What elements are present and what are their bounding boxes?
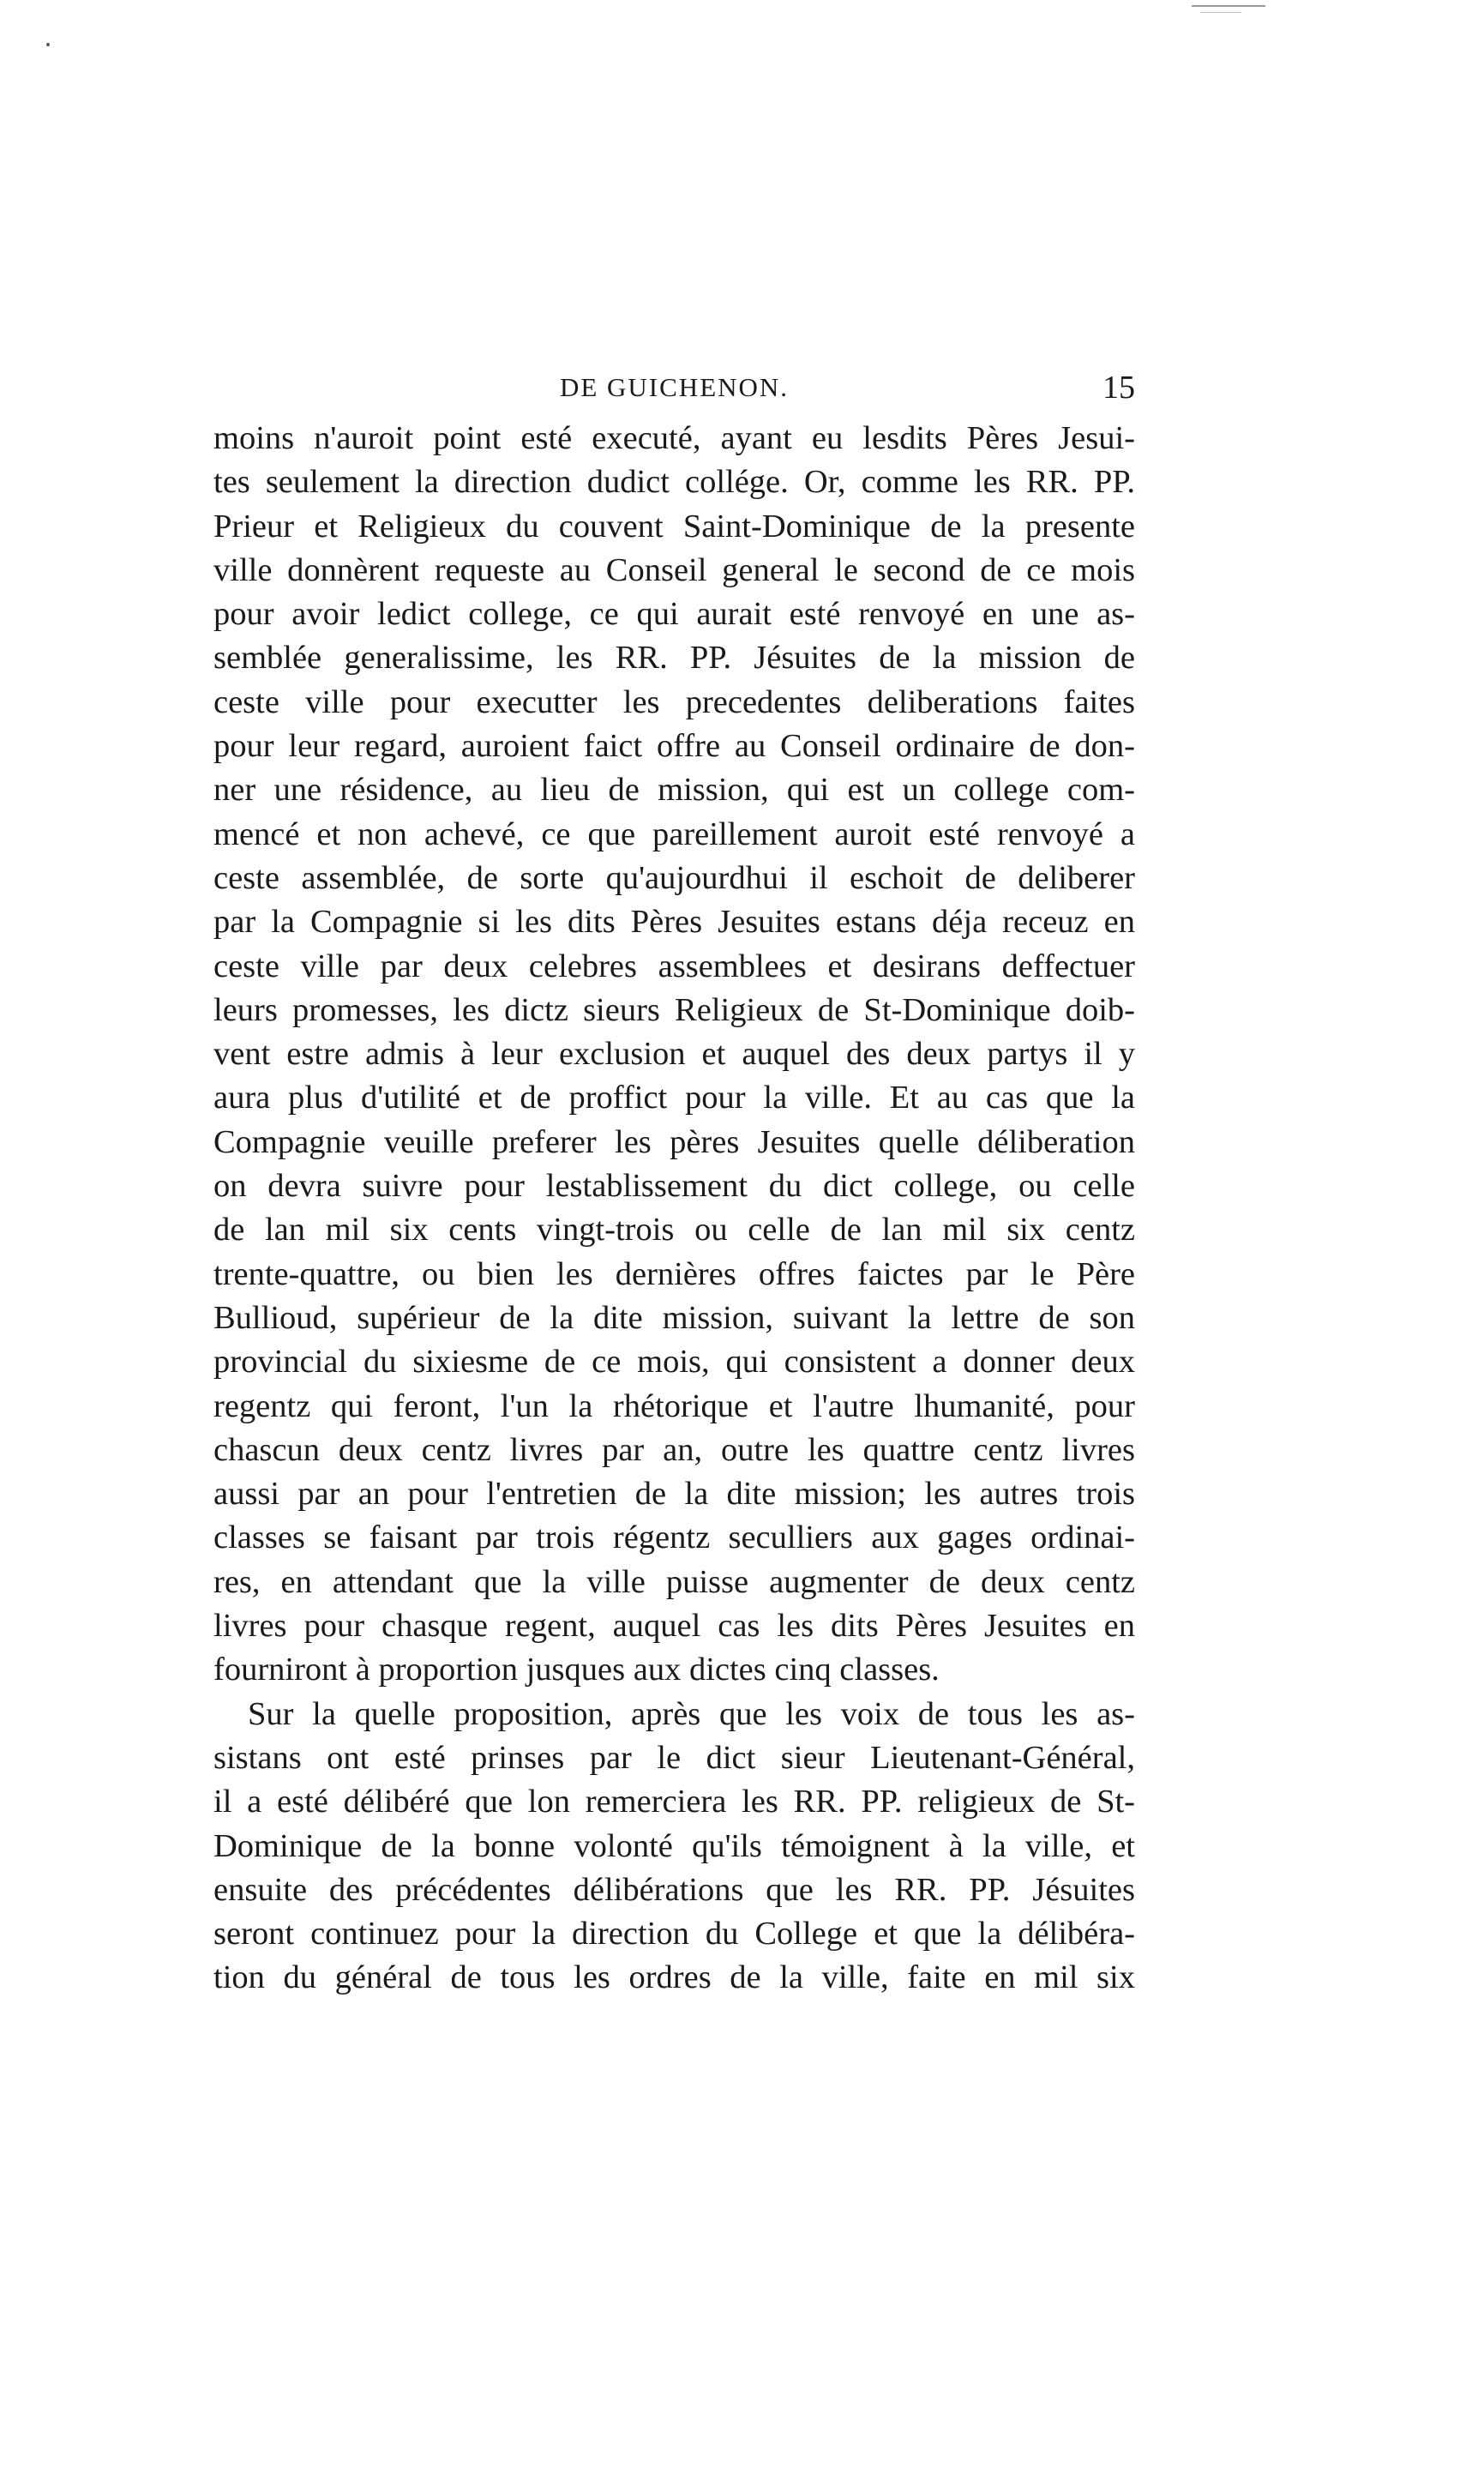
text-line: ceste ville pour executter les precedentes deliberations faites [213,683,1135,720]
text-line: Dominique de la bonne volonté qu'ils témoignent à la ville, et [213,1827,1135,1864]
text-line: vent estre admis à leur exclusion et auquel des deux partys il y [213,1036,1135,1073]
text-line: mencé et non achevé, ce que pareillement auroit esté renvoyé a [213,815,1135,852]
text-line: seront continuez pour la direction du College et que la délibéra- [213,1916,1135,1952]
text-line: regentz qui feront, l'un la rhétorique et l'autre lhumanité, pour [213,1387,1135,1424]
text-line: Prieur et Religieux du couvent Saint-Dominique de la presente [213,508,1135,545]
text-line: pour avoir ledict college, ce qui aurait esté renvoyé en une as- [213,596,1135,633]
scan-edge-rule [1200,12,1241,13]
text-line: moins n'auroit point esté executé, ayant eu lesdits Pères Jesui- [213,420,1135,456]
text-line: Bullioud, supérieur de la dite mission, suivant la lettre de son [213,1299,1135,1336]
text-line: pour leur regard, auroient faict offre au Conseil ordinaire de don- [213,728,1135,765]
text-line: il a esté délibéré que lon remerciera les RR. PP. religieux de St- [213,1784,1135,1820]
text-line: classes se faisant par trois régentz seculliers aux gages ordinai- [213,1519,1135,1556]
text-line: ensuite des précédentes délibérations que les RR. PP. Jésuites [213,1871,1135,1908]
scan-edge-rule [1192,5,1265,7]
text-line: ner une résidence, au lieu de mission, qui est un college com- [213,772,1135,809]
text-line: semblée generalissime, les RR. PP. Jésuites de la mission de [213,640,1135,677]
text-line: Compagnie veuille preferer les pères Jesuites quelle déliberation [213,1123,1135,1160]
paragraph-1 [213,417,1135,1693]
body-text [213,417,1135,2001]
text-line: par la Compagnie si les dits Pères Jesuites estans déja receuz en [213,904,1135,941]
text-line: res, en attendant que la ville puisse augmenter de deux centz [213,1563,1135,1600]
text-line: livres pour chasque regent, auquel cas les dits Pères Jesuites en [213,1608,1135,1645]
text-line: aussi par an pour l'entretien de la dite mission; les autres trois [213,1476,1135,1513]
text-line: ville donnèrent requeste au Conseil general le second de ce mois [213,551,1135,588]
text-line: leurs promesses, les dictz sieurs Religieux de St-Dominique doib- [213,991,1135,1028]
text-line: de lan mil six cents vingt-trois ou celle de lan mil six centz [213,1212,1135,1249]
page-number: 15 [1102,370,1135,406]
text-line: chascun deux centz livres par an, outre les quattre centz livres [213,1431,1135,1468]
text-line: Sur la quelle proposition, après que les voix de tous les as- [248,1695,1135,1732]
text-line: tion du général de tous les ordres de la ville, faite en mil six [213,1959,1135,1996]
text-line: tes seulement la direction dudict collége. Or, comme les RR. PP. [213,464,1135,501]
running-title: DE GUICHENON. [559,372,790,402]
paragraph-2 [213,1693,1135,2001]
running-head [213,369,1135,406]
ink-speck [46,43,50,46]
text-line: on devra suivre pour lestablissement du dict college, ou celle [213,1168,1135,1205]
text-line: provincial du sixiesme de ce mois, qui consistent a donner deux [213,1344,1135,1381]
text-line: fourniront à proportion jusques aux dictes cinq classes. [213,1652,940,1688]
text-line: sistans ont esté prinses par le dict sieur Lieutenant-Général, [213,1739,1135,1776]
text-line: trente-quattre, ou bien les dernières offres faictes par le Père [213,1255,1135,1292]
text-line: aura plus d'utilité et de proffict pour la ville. Et au cas que la [213,1080,1135,1116]
text-line: ceste assemblée, de sorte qu'aujourdhui il eschoit de deliberer [213,859,1135,896]
text-line: ceste ville par deux celebres assemblees et desirans deffectuer [213,948,1135,984]
